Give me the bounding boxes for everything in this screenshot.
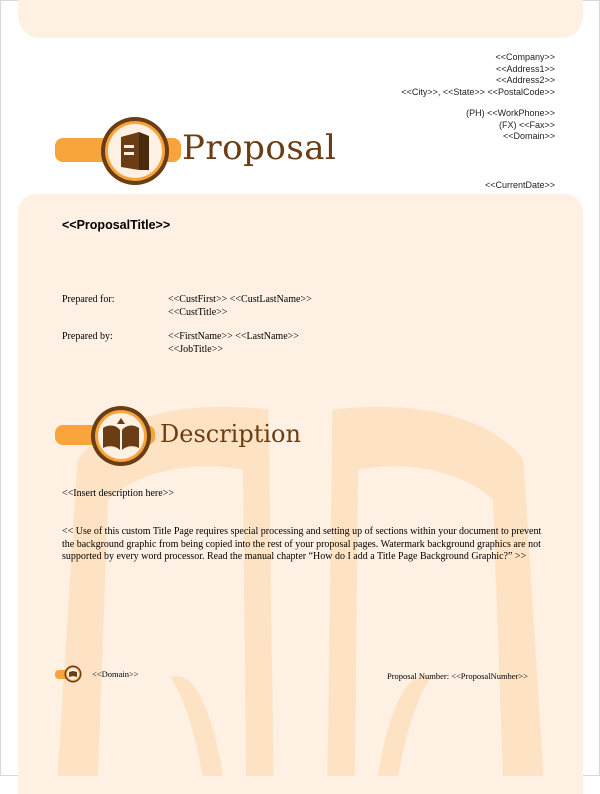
prepared-by-values bbox=[168, 331, 299, 356]
company-address-block bbox=[401, 52, 555, 98]
company-contact-block bbox=[466, 108, 555, 143]
customer-name: <<CustFirst>> <<CustLastName>> bbox=[168, 294, 312, 305]
description-body: << Use of this custom Title Page requires special processing and setting up of sections within your document to prevent the background graphic from being copied into the rest of your proposal pages. Watermark background graphics are not supported by every word processor. Read the manual chapter “How do I add a Title Page Background Graphic?” >> bbox=[62, 526, 542, 562]
book-open-door-icon bbox=[99, 115, 171, 187]
domain: <<Domain>> bbox=[502, 131, 555, 141]
work-phone: (PH) <<WorkPhone>> bbox=[466, 108, 555, 118]
prepared-by-label: Prepared by: bbox=[62, 331, 113, 342]
prepared-for-label: Prepared for: bbox=[62, 294, 115, 305]
footer-domain: <<Domain>> bbox=[92, 669, 139, 679]
top-decorative-band bbox=[18, 0, 583, 38]
proposal-number: Proposal Number: <<ProposalNumber>> bbox=[387, 671, 528, 681]
company-name: <<Company>> bbox=[495, 52, 555, 62]
address-line-2: <<Address2>> bbox=[495, 75, 555, 85]
description-placeholder: <<Insert description here>> bbox=[62, 488, 174, 499]
city-state-postal: <<City>>, <<State>> <<PostalCode>> bbox=[401, 86, 555, 97]
author-name: <<FirstName>> <<LastName>> bbox=[168, 331, 299, 342]
open-book-icon bbox=[89, 404, 153, 468]
description-heading: Description bbox=[160, 420, 301, 448]
proposal-title: <<ProposalTitle>> bbox=[62, 218, 171, 232]
fax-number: (FX) <<Fax>> bbox=[498, 119, 555, 130]
customer-title: <<CustTitle>> bbox=[168, 306, 228, 318]
author-title: <<JobTitle>> bbox=[168, 343, 223, 355]
address-line-1: <<Address1>> bbox=[495, 63, 555, 74]
current-date: <<CurrentDate>> bbox=[484, 180, 555, 190]
proposal-heading: Proposal bbox=[182, 128, 337, 168]
prepared-for-values bbox=[168, 294, 312, 319]
footer-book-icon bbox=[64, 665, 82, 683]
